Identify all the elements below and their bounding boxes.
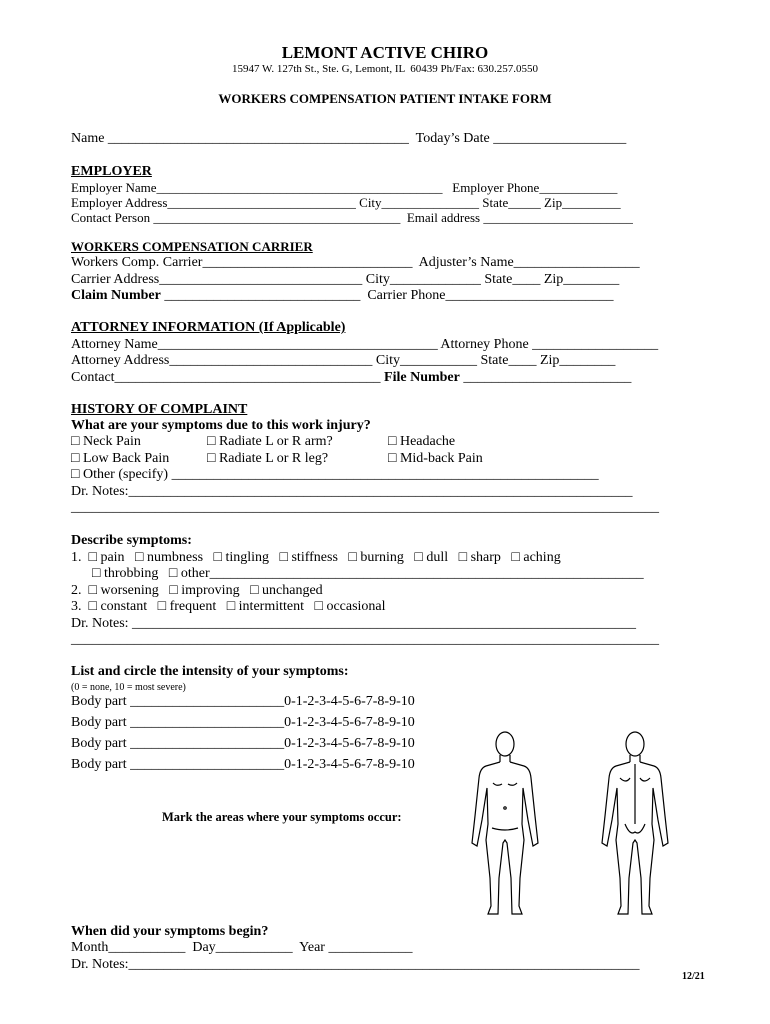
onset-dr-notes[interactable]: Dr. Notes:_________________________________________________________________________	[71, 957, 640, 972]
employer-name-phone-line[interactable]: Employer Name____________________________________________ Employer Phone____________	[71, 180, 618, 195]
attorney-heading: ATTORNEY INFORMATION (If Applicable)	[71, 320, 346, 335]
intensity-row[interactable]: Body part ______________________0-1-2-3-4-5-6-7-8-9-10	[71, 694, 415, 709]
employer-heading: EMPLOYER	[71, 164, 152, 179]
onset-date-line[interactable]: Month___________ Day___________ Year ____________	[71, 940, 413, 955]
symptom-other-line[interactable]: □ Other (specify) _____________________________________________________________	[71, 467, 599, 482]
symptom-mid-back-pain[interactable]: □ Mid-back Pain	[388, 451, 483, 466]
history-question: What are your symptoms due to this work injury?	[71, 418, 371, 433]
intensity-heading: List and circle the intensity of your symptoms:	[71, 664, 349, 679]
describe-quality-row-2[interactable]: □ throbbing □ other______________________________________________________________	[71, 566, 644, 581]
symptom-radiate-arm[interactable]: □ Radiate L or R arm?	[207, 434, 333, 449]
employer-contact-email-line[interactable]: Contact Person ______________________________________ Email address _______________________	[71, 210, 633, 225]
page-number: 12/21	[682, 971, 705, 982]
symptom-headache[interactable]: □ Headache	[388, 434, 456, 449]
describe-dr-notes[interactable]: Dr. Notes: ________________________________________________________________________	[71, 616, 637, 631]
claim-number-line[interactable]	[71, 288, 613, 304]
describe-heading: Describe symptoms:	[71, 533, 192, 548]
name-date-line[interactable]: Name ___________________________________________ Today’s Date ___________________	[71, 131, 627, 146]
body-front-figure[interactable]	[460, 728, 550, 918]
attorney-contact-file-line[interactable]	[71, 370, 631, 386]
attorney-address-line[interactable]: Attorney Address_____________________________ City___________ State____ Zip________	[71, 353, 616, 368]
intensity-row[interactable]: Body part ______________________0-1-2-3-4-5-6-7-8-9-10	[71, 715, 415, 730]
file-number-label: File Number	[384, 370, 460, 385]
form-title: WORKERS COMPENSATION PATIENT INTAKE FORM	[218, 91, 552, 106]
describe-dr-notes-continued[interactable]: ____________________________________________________________________________________	[71, 632, 659, 647]
history-heading: HISTORY OF COMPLAINT	[71, 402, 248, 417]
history-dr-notes[interactable]: Dr. Notes:________________________________________________________________________	[71, 484, 633, 499]
symptom-low-back-pain[interactable]: □ Low Back Pain	[71, 451, 170, 466]
file-number-rest: ________________________	[459, 370, 632, 385]
claim-number-label: Claim Number	[71, 288, 161, 303]
attorney-name-phone-line[interactable]: Attorney Name________________________________________ Attorney Phone __________________	[71, 337, 659, 352]
body-back-figure[interactable]	[590, 728, 680, 918]
symptom-neck-pain[interactable]: □ Neck Pain	[71, 434, 141, 449]
mark-areas-label: Mark the areas where your symptoms occur:	[162, 810, 402, 824]
describe-frequency-row[interactable]: 3. □ constant □ frequent □ intermittent □ occasional	[71, 599, 386, 614]
carrier-adjuster-line[interactable]: Workers Comp. Carrier______________________________ Adjuster’s Name__________________	[71, 255, 640, 270]
clinic-address: 15947 W. 127th St., Ste. G, Lemont, IL 60439 Ph/Fax: 630.257.0550	[231, 63, 539, 75]
clinic-name: LEMONT ACTIVE CHIRO	[281, 43, 489, 62]
onset-heading: When did your symptoms begin?	[71, 924, 269, 939]
attorney-contact-label: Contact______________________________________	[71, 370, 385, 385]
intensity-row[interactable]: Body part ______________________0-1-2-3-4-5-6-7-8-9-10	[71, 757, 415, 772]
history-dr-notes-continued[interactable]: ____________________________________________________________________________________	[71, 500, 659, 515]
carrier-address-line[interactable]: Carrier Address_____________________________ City_____________ State____ Zip________	[71, 272, 620, 287]
claim-number-rest: ____________________________ Carrier Phone________________________	[160, 288, 614, 303]
describe-trend-row[interactable]: 2. □ worsening □ improving □ unchanged	[71, 583, 323, 598]
carrier-heading: WORKERS COMPENSATION CARRIER	[71, 239, 313, 254]
symptom-radiate-leg[interactable]: □ Radiate L or R leg?	[207, 451, 329, 466]
describe-quality-row[interactable]: 1. □ pain □ numbness □ tingling □ stiffness □ burning □ dull □ sharp □ aching	[71, 550, 561, 565]
employer-address-line[interactable]: Employer Address_____________________________ City_______________ State_____ Zip_________	[71, 195, 621, 210]
intensity-scale-note: (0 = none, 10 = most severe)	[71, 682, 186, 693]
intensity-row[interactable]: Body part ______________________0-1-2-3-4-5-6-7-8-9-10	[71, 736, 415, 751]
